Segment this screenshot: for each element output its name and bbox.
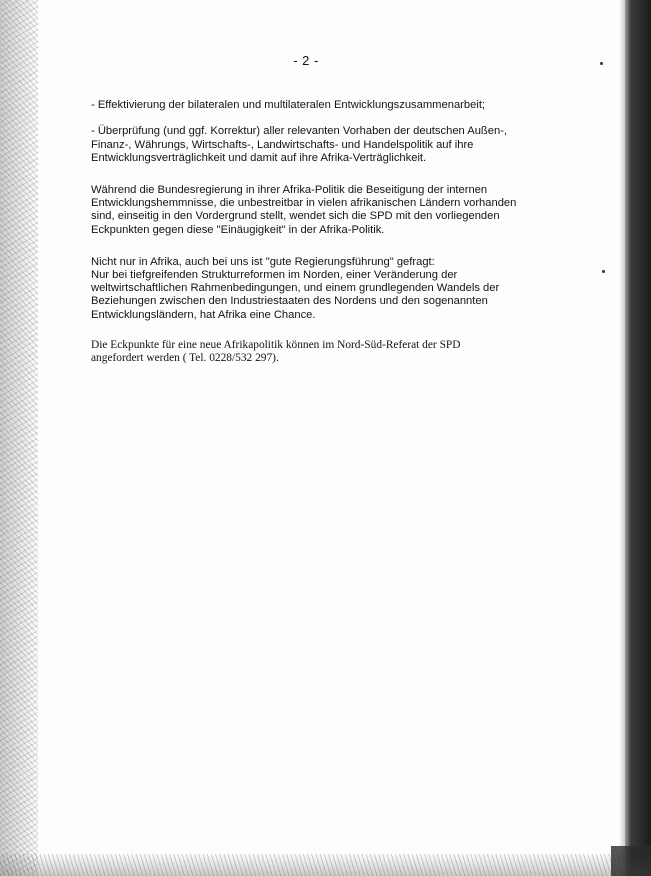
bullet-paragraph: - Effektivierung der bilateralen und multilateralen Entwicklungszusammenarbeit; [91,99,486,111]
bullet-paragraph: - Überprüfung (und ggf. Korrektur) aller relevanten Vorhaben der deutschen Außen-, Finanz-, Währungs, Wirtschafts-, Landwirtschafts- und Handelspolitik auf ihre Entwicklungsverträglichkeit und damit auf ihre Afrika-Verträglichkeit. [91,125,508,164]
document-body [91,99,551,377]
body-paragraph: Nicht nur in Afrika, auch bei uns ist "gute Regierungsführung" gefragt: Nur bei tiefgreifenden Strukturreformen im Norden, einer Veränderung der weltwirtschaftlichen Rahmenbedingungen, und einem grundlegenden Wandels der Beziehungen zwischen den Industriestaaten des Nordens und den sogenannten Entwicklungsländern, hat Afrika eine Chance. [91,255,500,321]
scan-edge-bottom [0,854,651,876]
body-paragraph: Während die Bundesregierung in ihrer Afrika-Politik die Beseitigung der internen Entwicklungshemmnisse, die unbestreitbar in vielen afrikanischen Ländern vorhanden sind, einseitig in den Vordergrund stellt, wendet sich die SPD mit den vorliegenden Eckpunkten gegen diese "Einäugigkeit" in der Afrika-Politik. [91,184,517,236]
scan-corner [611,846,651,876]
page-number: - 2 - [293,53,319,68]
scan-edge-right [625,0,651,876]
closing-note: Die Eckpunkte für eine neue Afrikapolitik können im Nord-Süd-Referat der SPD angefordert werden ( Tel. 0228/532 297). [91,338,461,365]
scan-speck [602,270,605,273]
scan-edge-left [0,0,38,876]
